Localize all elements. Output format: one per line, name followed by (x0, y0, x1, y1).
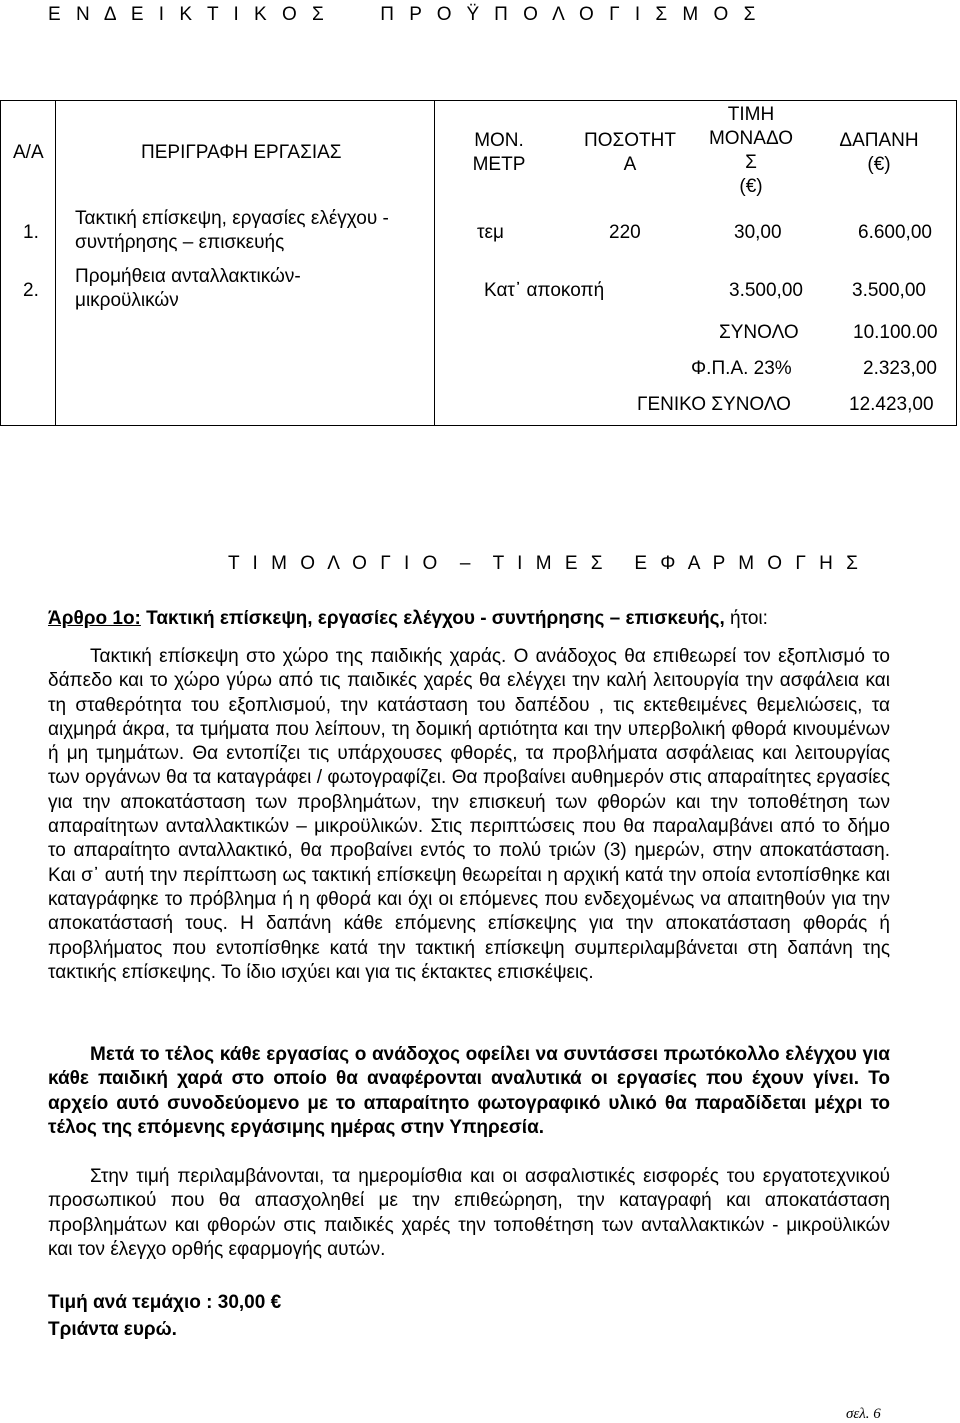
vat-value: 2.323,00 (863, 358, 937, 379)
row-2-description: Προμήθεια ανταλλακτικών- μικροϋλικών (75, 266, 301, 311)
col-header-unit-price: ΤΙΜΗ ΜΟΝΑΔΟ Σ (€) (708, 104, 794, 197)
article-label: Άρθρο 1ο: (48, 608, 141, 629)
col-header-unit: ΜΟΝ. ΜΕΤΡ (472, 130, 526, 175)
article-suffix: ήτοι: (724, 608, 768, 629)
row-2-cost: 3.500,00 (852, 280, 926, 301)
unit-price-value: Τιμή ανά τεμάχιο : 30,00 € (48, 1292, 282, 1313)
row-1-description: Τακτική επίσκεψη, εργασίες ελέγχου - συντήρησης – επισκευής (75, 208, 389, 253)
total-value: 10.100.00 (853, 322, 938, 343)
paragraph-description: Τακτική επίσκεψη στο χώρο της παιδικής χαράς. Ο ανάδοχος θα επιθεωρεί τον εξοπλισμό το δάπεδο και το χώρο γύρω από τις παιδικές χαρές θα ελέγχει την καλή λειτουργία την ασφάλεια και τη σταθερότητα του εξοπλισμού, την κατάσταση του δαπέδου , τις εκτεθειμένες θεμελιώσεις, τα αιχμηρά άκρα, τα τμήματα που λείπουν, τη δομική αρτιότητα και την υπερβολική φθορά κινουμένων ή μη τμημάτων. Θα εντοπίζει τις υπάρχουσες φθορές, τα προβλήματα ασφάλειας και λειτουργίας των οργάνων θα τα καταγράφει / φωτογραφίζει. Θα προβαίνει αυθημερόν στις απαραίτητες εργασίες για την αποκατάσταση των προβλημάτων, την επισκευή των φθορών και την τοποθέτηση των απαραίτητων ανταλλακτικών – μικροϋλικών. Στις περιπτώσεις που θα παραλαμβάνει από το δήμο το απαραίτητο ανταλλακτικό, θα προβαίνει εντός το πολύ τριών (3) ημερών, στην αποκατάσταση. Και σ᾽ αυτή την περίπτωση ως τακτική επίσκεψη θεωρείται η αρχική κατά την οποία εντοπίσθηκε και καταγράφηκε το πρόβλημα ή η φθορά και όχι οι επόμενες που ενδεχομένως να απαιτηθούν για την αποκατάστασή τους. Η δαπάνη κάθε επόμενης επίσκεψης για την αποκατάσταση φθοράς ή προβλήματος που εντοπίσθηκε κατά την τακτική επίσκεψη συμπεριλαμβάνεται στη δαπάνη της τακτικής επίσκεψης. Το ίδιο ισχύει και για τις έκτακτες επισκέψεις. (48, 646, 890, 983)
row-1-unit-price: 30,00 (734, 222, 782, 243)
vat-label: Φ.Π.Α. 23% (691, 358, 792, 379)
section-title: Τ Ι Μ Ο Λ Ο Γ Ι Ο – Τ Ι Μ Ε Σ Ε Φ Α Ρ Μ Ο Γ Η Σ (228, 553, 862, 574)
col-header-description: ΠΕΡΙΓΡΑΦΗ ΕΡΓΑΣΙΑΣ (141, 142, 342, 163)
row-1-quantity: 220 (609, 222, 641, 243)
row-2-unit: Κατ᾽ αποκοπή (484, 280, 605, 301)
row-2-unit-price: 3.500,00 (729, 280, 803, 301)
unit-price-words: Τριάντα ευρώ. (48, 1319, 177, 1340)
unit-price-block (48, 1289, 281, 1343)
col-header-cost: ΔΑΠΑΝΗ (€) (839, 130, 919, 175)
table-divider (55, 101, 56, 425)
page-number: σελ. 6 (846, 1406, 881, 1422)
budget-table (0, 100, 957, 426)
col-header-quantity: ΠΟΣΟΤΗΤ Α (584, 130, 676, 175)
row-1-cost: 6.600,00 (858, 222, 932, 243)
row-1-aa: 1. (23, 222, 39, 243)
table-divider (434, 101, 435, 425)
article-heading (48, 608, 768, 630)
total-label: ΣΥΝΟΛΟ (719, 322, 799, 343)
row-1-unit: τεμ (477, 222, 504, 243)
paragraph-price-includes: Στην τιμή περιλαμβάνονται, τα ημερομίσθια και οι ασφαλιστικές εισφορές του εργατοτεχνικού προσωπικού που θα απασχοληθεί με την επιθεώρηση, την καταγραφή και αποκατάσταση προβλημάτων και φθορών στις παιδικές χαρές την τοποθέτηση των ανταλλακτικών - μικροϋλικών και τον έλεγχο ορθής εφαρμογής αυτών. (48, 1166, 890, 1260)
grand-total-label: ΓΕΝΙΚΟ ΣΥΝΟΛΟ (637, 394, 791, 415)
col-header-aa: Α/Α (13, 142, 44, 163)
paragraph-protocol: Μετά το τέλος κάθε εργασίας ο ανάδοχος οφείλει να συντάσσει πρωτόκολλο ελέγχου για κάθε παιδική χαρά στο οποίο θα αναφέρονται αναλυτικά οι εργασίες που έχουν γίνει. Το αρχείο αυτό συνοδεύομενο με το απαραίτητο φωτογραφικό υλικό θα παραδίδεται μέχρι το τέλος της επόμενης εργάσιμης ημέρας στην Υπηρεσία. (48, 1044, 890, 1138)
row-2-aa: 2. (23, 280, 39, 301)
article-title: Τακτική επίσκεψη, εργασίες ελέγχου - συντήρησης – επισκευής, (140, 608, 725, 629)
grand-total-value: 12.423,00 (849, 394, 934, 415)
document-title: Ε Ν Δ Ε Ι Κ Τ Ι Κ Ο Σ Π Ρ Ο Ϋ Π Ο Λ Ο Γ Ι Σ Μ Ο Σ (48, 4, 761, 25)
